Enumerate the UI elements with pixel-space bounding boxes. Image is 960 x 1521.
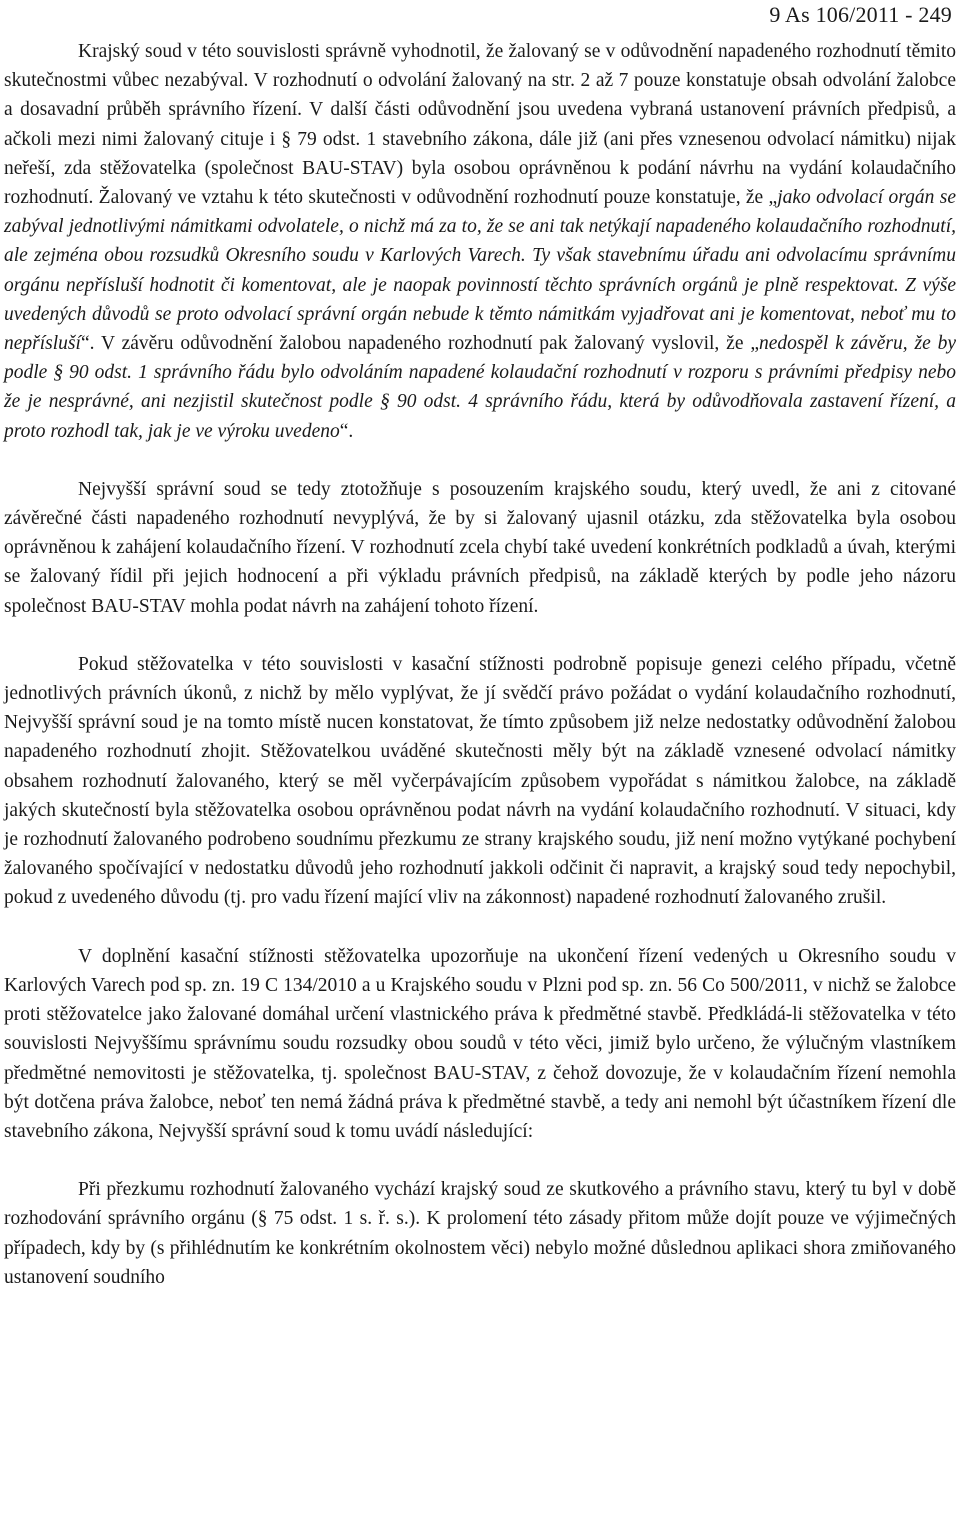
- p1-quote-1: jako odvolací orgán se zabýval jednotlivými námitkami odvolatele, o nichž má za to, že se ani tak netýkají napadeného kolaudačního rozhodnutí, ale zejména obou rozsudků Okresního soudu v Karlových Varech. Ty však stavebnímu úřadu ani odvolacímu správnímu orgánu nepřísluší hodnotit či komentovat, ale je naopak povinností těchto správních orgánů je plně respektovat. Z výše uvedených důvodů se proto odvolací správní orgán nebude k těmto námitkám vyjadřovat ani je komentovat, neboť mu to nepřísluší: [4, 187, 956, 355]
- p1-text: Krajský soud v této souvislosti správně vyhodnotil, že žalovaný se v odůvodnění napadeného rozhodnutí těmito skutečnostmi vůbec nezabýval. V rozhodnutí o odvolání žalovaný na str. 2 až 7 pouze konstatuje obsah odvolání žalobce a dosavadní průběh správního řízení. V další části odůvodnění jsou uvedena vybraná ustanovení právních předpisů, a ačkoli mezi nimi žalovaný cituje i § 79 odst. 1 stavebního zákona, dále již (ani přes vznesenou odvolací námitku) nijak neřeší, zda stěžovatelka (společnost BAU-STAV) byla osobou oprávněnou k podání návrhu na vydání kolaudačního rozhodnutí. Žalovaný ve vztahu k této skutečnosti v odůvodnění rozhodnutí pouze konstatuje, že „: [4, 41, 956, 209]
- document-body: [4, 37, 956, 1292]
- p1-quote-2: nedospěl k závěru, že by podle § 90 odst. 1 správního řádu bylo odvoláním napadené kolaudační rozhodnutí v rozporu s právními předpisy nebo že je nesprávné, ani nezjistil skutečnost podle § 90 odst. 4 správního řádu, která by odůvodňovala zastavení řízení, a proto rozhodl tak, jak je ve výroku uvedeno: [4, 333, 957, 442]
- paragraph-1: [4, 37, 956, 446]
- paragraph-3: [4, 650, 956, 913]
- page-header: [769, 2, 952, 28]
- p1-text-3: “.: [339, 420, 354, 442]
- p5-text: Při přezkumu rozhodnutí žalovaného vychází krajský soud ze skutkového a právního stavu, který tu byl v době rozhodování správního orgánu (§ 75 odst. 1 s. ř. s.). K prolomení této zásady přitom může dojít pouze ve výjimečných případech, kdy by (s přihlédnutím ke konkrétním okolnostem věci) nebylo možné důslednou aplikaci shora zmiňovaného ustanovení soudního: [4, 1179, 956, 1288]
- p3-text: Pokud stěžovatelka v této souvislosti v kasační stížnosti podrobně popisuje genezi celého případu, včetně jednotlivých právních úkonů, z nichž by mělo vyplývat, že jí svědčí právo požádat o vydání kolaudačního rozhodnutí, Nejvyšší správní soud je na tomto místě nucen konstatovat, že tímto způsobem již nelze nedostatky odůvodnění žalobou napadeného rozhodnutí zhojit. Stěžovatelkou uváděné skutečnosti měly být na základě vznesené odvolací námitky obsahem rozhodnutí žalovaného, který se měl vyčerpávajícím způsobem vypořádat s námitkou žalobce, na základě jakých skutečností byla stěžovatelka osobou oprávněnou podat návrh na vydání kolaudačního rozhodnutí. V situaci, kdy je rozhodnutí žalovaného podrobeno soudnímu přezkumu ze strany krajského soudu, již není možno vytýkané pochybení žalovaného spočívající v nedostatku důvodů jeho rozhodnutí jakkoli odčinit či napravit, a krajský soud tedy nepochybil, pokud z uvedeného důvodu (tj. pro vadu řízení mající vliv na zákonnost) napadené rozhodnutí žalovaného zrušil.: [4, 653, 956, 909]
- p4-text: V doplnění kasační stížnosti stěžovatelka upozorňuje na ukončení řízení vedených u Okresního soudu v Karlových Varech pod sp. zn. 19 C 134/2010 a u Krajského soudu v Plzni pod sp. zn. 56 Co 500/2011, v nichž se žalobce proti stěžovatelce jako žalované domáhal určení vlastnického práva k předmětné stavbě. Předkládá-li stěžovatelka v této souvislosti Nejvyššímu správnímu soudu rozsudky obou soudů v této věci, jimiž bylo určeno, že výlučným vlastníkem předmětné nemovitosti je stěžovatelka, tj. společnost BAU-STAV, z čehož dovozuje, že v kolaudačním řízení nemohla být dotčena práva žalobce, neboť ten nemá žádná práva k předmětné stavbě, a tedy ani nemohl být účastníkem řízení dle stavebního zákona, Nejvyšší správní soud k tomu uvádí následující:: [4, 945, 956, 1142]
- p1-text-2: “. V závěru odůvodnění žalobou napadeného rozhodnutí pak žalovaný vyslovil, že „: [80, 333, 760, 355]
- paragraph-4: [4, 942, 956, 1146]
- paragraph-5: [4, 1175, 956, 1292]
- p2-text: Nejvyšší správní soud se tedy ztotožňuje s posouzením krajského soudu, který uvedl, že ani z citované závěrečné části napadeného rozhodnutí nevyplývá, že by si žalovaný ujasnil otázku, zda stěžovatelka byla osobou oprávněnou k zahájení kolaudačního řízení. V rozhodnutí zcela chybí také uvedení konkrétních podkladů a úvah, kterými se žalovaný řídil při jejich hodnocení a při výkladu právních předpisů, na základě kterých by podle jeho názoru společnost BAU-STAV mohla podat návrh na zahájení tohoto řízení.: [4, 478, 956, 617]
- case-number: 9 As 106/2011 - 249: [769, 2, 952, 27]
- paragraph-2: [4, 475, 956, 621]
